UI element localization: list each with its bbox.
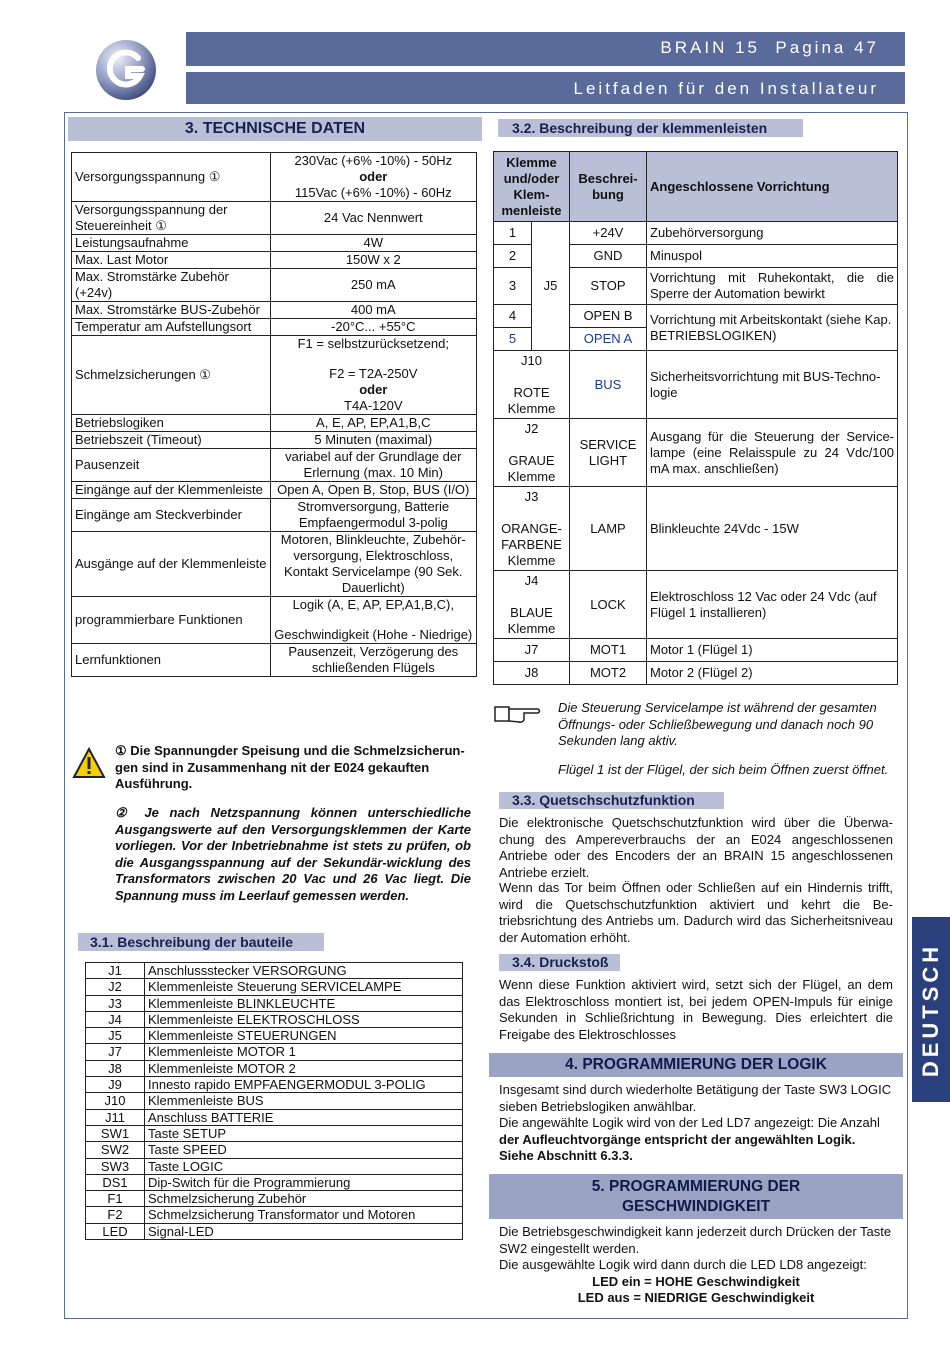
- component-code: SW1: [86, 1125, 145, 1141]
- tech-value: Open A, Open B, Stop, BUS (I/O): [270, 482, 476, 499]
- component-row: [86, 1207, 463, 1223]
- header-subtitle: Leitfaden für den Installateur: [573, 79, 879, 98]
- section-3-3-heading: 3.3. Quetschschutzfunktion: [499, 792, 724, 809]
- tech-value: 400 mA: [270, 302, 476, 319]
- section-5-text: Die Betriebsgeschwindigkeit kann jederzeit durch Drücken der Taste SW2 eingestellt werden. Die ausgewählte Logik wird dann durch die LED LD8 angezeigt: LED ein = HOHE Geschwindigkeit LED aus = NIEDRIGE Geschwindigkeit: [499, 1224, 892, 1305]
- component-desc: Schmelzsicherung Zubehör: [145, 1191, 463, 1207]
- tech-key: Pausenzeit: [72, 449, 271, 482]
- header-subtitle-bar: [186, 72, 905, 104]
- component-row: [86, 1142, 463, 1158]
- tech-key: Betriebslogiken: [72, 415, 271, 432]
- component-row: [86, 1028, 463, 1044]
- component-row: [86, 1174, 463, 1190]
- section-5-heading: 5. PROGRAMMIERUNG DER GESCHWINDIGKEIT: [489, 1174, 903, 1219]
- section-3-heading: 3. TECHNISCHE DATEN: [68, 117, 482, 141]
- component-code: J9: [86, 1077, 145, 1093]
- header-title-bar: [186, 32, 905, 66]
- component-row: [86, 1093, 463, 1109]
- tech-value: 24 Vac Nennwert: [270, 202, 476, 235]
- component-code: DS1: [86, 1174, 145, 1190]
- component-desc: Dip-Switch für die Programmierung: [145, 1174, 463, 1190]
- tech-value: 150W x 2: [270, 252, 476, 269]
- component-row: [86, 1109, 463, 1125]
- component-code: J1: [86, 963, 145, 979]
- component-row: [86, 1060, 463, 1076]
- tech-row: [72, 532, 477, 597]
- component-code: J10: [86, 1093, 145, 1109]
- col-terminal: Klemme und/oder Klem-menleiste: [494, 152, 570, 222]
- component-code: J4: [86, 1011, 145, 1027]
- language-tab: DEUTSCH: [912, 917, 950, 1102]
- terminals-table: Klemme und/oder Klem-menleiste Beschrei-bung Angeschlossene Vorrichtung 1 J5 +24V Zubehörversorgung 2 GND Minuspol 3 STOP Vorrichtung mit Ruhekontakt, die die Sperre der Automation bewirkt 4 OPEN B Vorrichtung mit Arbeitskontakt (siehe Kap. BETRIEBSLOGIKEN) 5 OPEN A J10 ROTE Klemme BUS Sicherheitsvorrichtung mit BUS-Techno-logie J2 GRAUE Klemme SERVICE LIGHT Ausgang für die Steuerung der Service-lampe (eine Relaisspule zu 24 Vdc/100 mA max. anschließen) J3 ORANGE-FARBENE Klemme LAMP Blinkleuchte 24Vdc - 15W J4 BLAUE Klemme LOCK Elektroschloss 12 Vac oder 24 Vdc (auf Flügel 1 installieren) J7 MOT1 Motor 1 (Flügel 1) J8 MOT2 Motor 2 (Flügel 2): [493, 151, 898, 685]
- component-code: J11: [86, 1109, 145, 1125]
- component-desc: Anschluss BATTERIE: [145, 1109, 463, 1125]
- tech-data-table: [71, 152, 477, 677]
- component-desc: Klemmenleiste MOTOR 1: [145, 1044, 463, 1060]
- tech-value: Pausenzeit, Verzögerung des schließenden Flügels: [270, 644, 476, 677]
- tech-row: [72, 302, 477, 319]
- tech-value: 250 mA: [270, 269, 476, 302]
- component-code: SW3: [86, 1158, 145, 1174]
- tech-row: [72, 644, 477, 677]
- component-desc: Klemmenleiste ELEKTROSCHLOSS: [145, 1011, 463, 1027]
- warning-icon: [72, 747, 106, 782]
- tech-value: 4W: [270, 235, 476, 252]
- tech-row: [72, 432, 477, 449]
- section-3-3-p1: Die elektronische Quetschschutzfunktion wird über die Überwa-chung des Ampereverbrauchs der an E024 angeschlossenen Antriebe oder des Encoders der an BRAIN 15 angeschlossenen Antriebe erzielt.: [499, 815, 893, 880]
- component-desc: Klemmenleiste Steuerung SERVICELAMPE: [145, 979, 463, 995]
- component-row: [86, 1158, 463, 1174]
- component-code: J7: [86, 1044, 145, 1060]
- component-code: J5: [86, 1028, 145, 1044]
- tech-key: Temperatur am Aufstellungsort: [72, 319, 271, 336]
- tech-row: [72, 269, 477, 302]
- hint-1: Die Steuerung Servicelampe ist während der gesamten Öffnungs- oder Schließbewegung und danach noch 90 Sekunden lang aktiv.: [558, 700, 877, 748]
- section-4-text: Insgesamt sind durch wiederholte Betätigung der Taste SW3 LOGIC sieben Betriebslogiken anwählbar. Die angewählte Logik wird von der Led LD7 angezeigt: Die Anzahl der Aufleuchtvorgänge entspricht der angewählten Logik. Siehe Abschnitt 6.3.3.: [499, 1082, 892, 1163]
- component-row: [86, 995, 463, 1011]
- tech-row: [72, 482, 477, 499]
- note-1: ① Die Spannungder Speisung und die Schmelzsicherun-gen sind in Zusammenhang nit der E024 gekauften Ausführung.: [115, 743, 465, 791]
- col-device: Angeschlossene Vorrichtung: [647, 152, 898, 222]
- component-desc: Anschlussstecker VERSORGUNG: [145, 963, 463, 979]
- component-code: F1: [86, 1191, 145, 1207]
- col-description: Beschrei-bung: [570, 152, 647, 222]
- tech-key: Max. Stromstärke BUS-Zubehör: [72, 302, 271, 319]
- tech-key: Max. Last Motor: [72, 252, 271, 269]
- tech-value: A, E, AP, EP,A1,B,C: [270, 415, 476, 432]
- component-desc: Schmelzsicherung Transformator und Motoren: [145, 1207, 463, 1223]
- tech-row: [72, 153, 477, 202]
- tech-key: Betriebszeit (Timeout): [72, 432, 271, 449]
- tech-row: [72, 499, 477, 532]
- tech-row: [72, 319, 477, 336]
- component-desc: Klemmenleiste BLINKLEUCHTE: [145, 995, 463, 1011]
- section-4-heading: 4. PROGRAMMIERUNG DER LOGIK: [489, 1053, 903, 1077]
- component-row: [86, 963, 463, 979]
- tech-value: 230Vac (+6% -10%) - 50Hz oder 115Vac (+6% -10%) - 60Hz: [270, 153, 476, 202]
- tech-key: Lernfunktionen: [72, 644, 271, 677]
- component-row: [86, 979, 463, 995]
- component-row: [86, 1011, 463, 1027]
- tech-key: Leistungsaufnahme: [72, 235, 271, 252]
- tech-value: -20°C... +55°C: [270, 319, 476, 336]
- component-desc: Taste SPEED: [145, 1142, 463, 1158]
- component-code: LED: [86, 1223, 145, 1239]
- component-code: J3: [86, 995, 145, 1011]
- tech-key: Versorgungsspannung der Steuereinheit ①: [72, 202, 271, 235]
- component-code: SW2: [86, 1142, 145, 1158]
- tech-key: Eingänge am Steckverbinder: [72, 499, 271, 532]
- tech-value: Logik (A, E, AP, EP,A1,B,C), Geschwindigkeit (Hohe - Niedrige): [270, 597, 476, 644]
- section-3-2-heading: 3.2. Beschreibung der klemmenleisten: [498, 119, 803, 137]
- component-code: J2: [86, 979, 145, 995]
- tech-key: programmierbare Funktionen: [72, 597, 271, 644]
- note-2: ② Je nach Netzspannung können unterschiedliche Ausgangswerte auf den Versorgungsklemmen der Karte vorliegen. Vor der Inbetriebnahme ist stets zu prüfen, ob die Ausgangsspannung auf der Sekundär-wicklung des Transformators zwischen 20 Vac und 26 Vac liegt. Die Spannung muss im Leerlauf gemessen werden.: [115, 805, 471, 903]
- component-desc: Taste SETUP: [145, 1125, 463, 1141]
- tech-key: Versorgungsspannung ①: [72, 153, 271, 202]
- pointing-hand-icon: [494, 703, 542, 728]
- logo: [94, 38, 158, 102]
- component-desc: Taste LOGIC: [145, 1158, 463, 1174]
- tech-value: Stromversorgung, Batterie Empfaengermodul 3-polig: [270, 499, 476, 532]
- section-3-1-heading: 3.1. Beschreibung der bauteile: [78, 933, 324, 951]
- tech-value: Motoren, Blinkleuchte, Zubehör-versorgung, Elektroschloss, Kontakt Servicelampe (90 Sek. Dauerlicht): [270, 532, 476, 597]
- tech-value: variabel auf der Grundlage der Erlernung (max. 10 Min): [270, 449, 476, 482]
- component-desc: Klemmenleiste BUS: [145, 1093, 463, 1109]
- tech-value: F1 = selbstzurücksetzend; F2 = T2A-250V oder T4A-120V: [270, 336, 476, 415]
- tech-row: [72, 235, 477, 252]
- component-desc: Klemmenleiste MOTOR 2: [145, 1060, 463, 1076]
- component-row: [86, 1077, 463, 1093]
- component-code: F2: [86, 1207, 145, 1223]
- tech-row: [72, 336, 477, 415]
- tech-row: [72, 252, 477, 269]
- tech-key: Ausgänge auf der Klemmenleiste: [72, 532, 271, 597]
- hint-2: Flügel 1 ist der Flügel, der sich beim Öffnen zuerst öffnet.: [558, 762, 889, 777]
- section-3-3-p2: Wenn das Tor beim Öffnen oder Schließen auf ein Hindernis trifft, wird die Quetschschutzfunktion aktiviert und kehrt die Be-triebsrichtung des Antriebs um. Dadurch wird das Sicherheitsniveau der Automation erhöht.: [499, 880, 893, 945]
- component-desc: Klemmenleiste STEUERUNGEN: [145, 1028, 463, 1044]
- tech-key: Eingänge auf der Klemmenleiste: [72, 482, 271, 499]
- header-title: BRAIN 15 Pagina 47: [660, 38, 879, 57]
- component-row: [86, 1125, 463, 1141]
- j5-label: J5: [532, 222, 570, 351]
- component-desc: Signal-LED: [145, 1223, 463, 1239]
- section-3-4-heading: 3.4. Druckstoß: [499, 954, 620, 971]
- component-row: [86, 1044, 463, 1060]
- tech-row: [72, 202, 477, 235]
- section-3-4-p1: Wenn diese Funktion aktiviert wird, setzt sich der Flügel, an dem das Elektroschloss montiert ist, bei jedem OPEN-Impuls für einige Sekunden in Schließrichtung in Bewegung. Dies erleichtert die Freigabe des Elektroschlosses: [499, 977, 893, 1042]
- component-row: [86, 1191, 463, 1207]
- component-code: J8: [86, 1060, 145, 1076]
- tech-key: Schmelzsicherungen ①: [72, 336, 271, 415]
- components-table: [85, 962, 463, 1240]
- tech-row: [72, 415, 477, 432]
- tech-row: [72, 449, 477, 482]
- tech-row: [72, 597, 477, 644]
- tech-key: Max. Stromstärke Zubehör (+24v): [72, 269, 271, 302]
- tech-value: 5 Minuten (maximal): [270, 432, 476, 449]
- component-row: [86, 1223, 463, 1239]
- component-desc: Innesto rapido EMPFAENGERMODUL 3-POLIG: [145, 1077, 463, 1093]
